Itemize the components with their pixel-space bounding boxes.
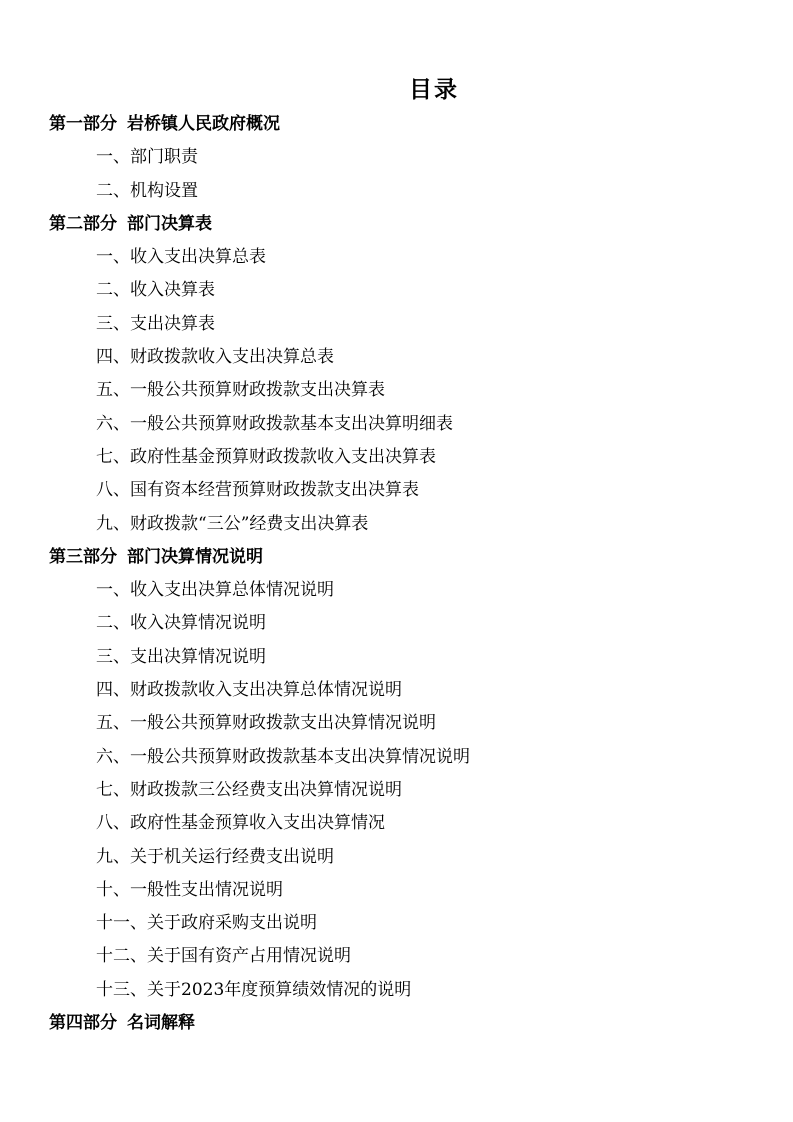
toc-item[interactable]: 十三、关于2023年度预算绩效情况的说明 <box>96 979 412 1000</box>
toc-part-heading[interactable] <box>0 108 793 141</box>
toc-item[interactable]: 七、财政拨款三公经费支出决算情况说明 <box>96 779 402 800</box>
part-name: 名词解释 <box>127 1013 195 1034</box>
toc-part-heading[interactable] <box>0 541 793 574</box>
part-label: 第四部分 <box>49 1013 117 1034</box>
toc-item[interactable]: 二、收入决算表 <box>96 280 215 301</box>
toc-item[interactable]: 六、一般公共预算财政拨款基本支出决算明细表 <box>96 413 453 434</box>
toc-item[interactable]: 二、机构设置 <box>96 180 198 201</box>
part-name: 岩桥镇人民政府概况 <box>127 114 280 134</box>
toc-item[interactable]: 八、政府性基金预算收入支出决算情况 <box>96 813 385 834</box>
part-name: 部门决算情况说明 <box>127 546 263 567</box>
toc-item[interactable]: 四、财政拨款收入支出决算总体情况说明 <box>96 680 402 701</box>
toc-item[interactable]: 九、关于机关运行经费支出说明 <box>96 846 334 867</box>
toc-item[interactable]: 八、国有资本经营预算财政拨款支出决算表 <box>96 480 419 501</box>
toc-item[interactable]: 五、一般公共预算财政拨款支出决算情况说明 <box>96 713 436 734</box>
toc-item[interactable]: 四、财政拨款收入支出决算总表 <box>96 347 334 368</box>
toc-item[interactable]: 一、收入支出决算总体情况说明 <box>96 580 334 601</box>
part-name: 部门决算表 <box>127 213 212 234</box>
part-label: 第三部分 <box>49 546 117 567</box>
toc-item[interactable]: 五、一般公共预算财政拨款支出决算表 <box>96 380 385 401</box>
toc-item[interactable]: 二、收入决算情况说明 <box>96 613 266 634</box>
part-label: 第一部分 <box>49 114 117 134</box>
table-of-contents <box>0 108 793 1040</box>
toc-item[interactable]: 一、收入支出决算总表 <box>96 247 266 268</box>
toc-item[interactable]: 七、政府性基金预算财政拨款收入支出决算表 <box>96 446 436 467</box>
toc-item[interactable]: 十一、关于政府采购支出说明 <box>96 913 317 934</box>
toc-item[interactable]: 三、支出决算表 <box>96 313 215 334</box>
toc-part-heading[interactable] <box>0 208 793 241</box>
toc-item[interactable]: 九、财政拨款“三公”经费支出决算表 <box>96 513 369 534</box>
toc-item[interactable]: 十二、关于国有资产占用情况说明 <box>96 946 351 967</box>
page-title: 目录 <box>409 77 459 103</box>
toc-item[interactable]: 一、部门职责 <box>96 147 198 168</box>
toc-item[interactable]: 十、一般性支出情况说明 <box>96 879 283 900</box>
part-label: 第二部分 <box>49 213 117 234</box>
toc-item[interactable]: 三、支出决算情况说明 <box>96 646 266 667</box>
toc-item[interactable]: 六、一般公共预算财政拨款基本支出决算情况说明 <box>96 746 470 767</box>
toc-part-heading[interactable] <box>0 1007 793 1040</box>
